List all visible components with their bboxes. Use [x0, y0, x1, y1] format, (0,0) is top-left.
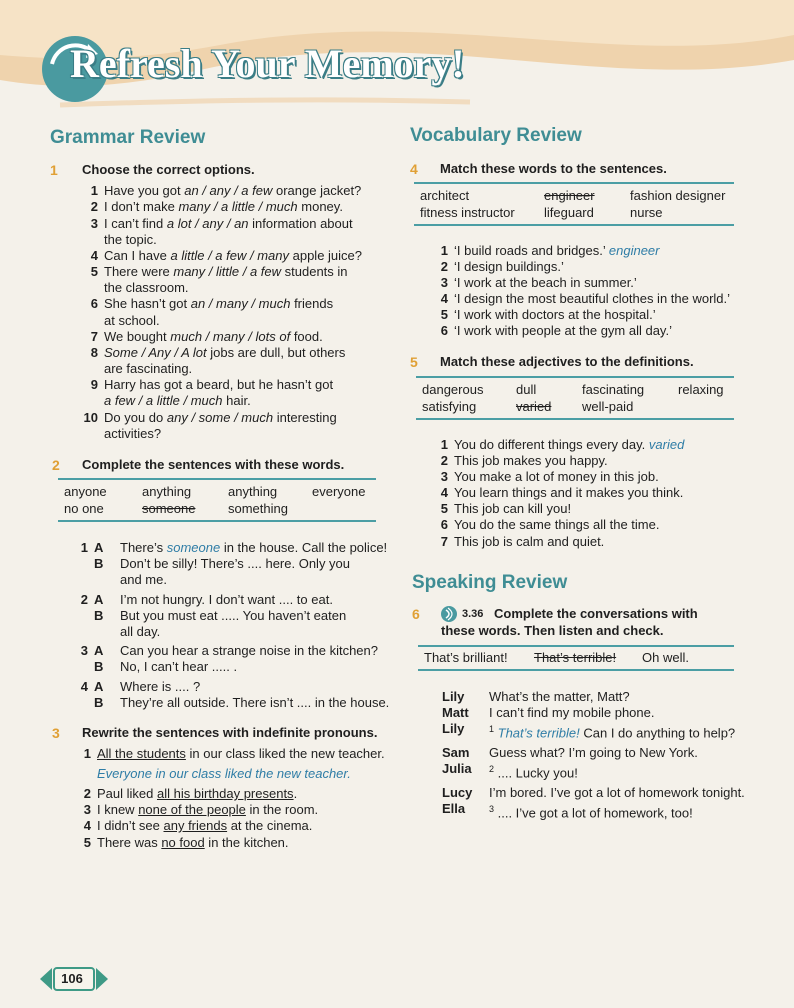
dialog-line	[489, 745, 698, 761]
item-text: friends	[290, 296, 334, 311]
word-box-item: lifeguard	[544, 205, 594, 220]
list-item	[80, 183, 361, 199]
dialog-line	[489, 689, 630, 705]
dialog-line	[74, 624, 160, 640]
word-box	[416, 376, 734, 420]
item-text: Do you do	[104, 410, 167, 425]
item-text: I can’t find	[104, 216, 167, 231]
item-text: I don’t make	[104, 199, 179, 214]
item-number: 2	[90, 199, 98, 214]
item-number: 2	[80, 592, 88, 607]
exercise-number: 4	[410, 161, 418, 177]
speaker-name: Julia	[442, 761, 472, 776]
item-text: the topic.	[104, 232, 157, 247]
word-box-item: fascinating	[582, 382, 645, 397]
dialog-text: and me.	[120, 572, 167, 587]
dialog-text: There’s	[120, 540, 167, 555]
dialog-text: No, I can’t hear ..... .	[120, 659, 238, 674]
item-options: a lot / any / an	[166, 216, 249, 231]
speaker-name: Sam	[442, 745, 470, 760]
speaker-label: A	[94, 592, 104, 607]
word-box-item: anyone	[64, 484, 107, 499]
item-number: 1	[80, 540, 88, 555]
dialog-line	[74, 643, 378, 659]
word-box-item: everyone	[312, 484, 366, 499]
word-box-item: nurse	[630, 205, 663, 220]
word-box-item: something	[228, 501, 288, 516]
item-text: There were	[104, 264, 174, 279]
word-box-item: dangerous	[422, 382, 484, 397]
item-number: 6	[440, 323, 448, 338]
list-item	[434, 323, 672, 339]
item-number: 1	[440, 437, 448, 452]
list-item	[434, 501, 571, 517]
exercise-number: 1	[50, 162, 58, 178]
list-item	[80, 264, 348, 280]
dialog-line	[74, 608, 346, 624]
item-number: 5	[83, 835, 91, 850]
item-number: 4	[83, 818, 91, 833]
speaker-name: Lily	[442, 721, 465, 736]
dialog-answer: someone	[166, 540, 221, 555]
exercise-instruction: Complete the sentences with these words.	[82, 457, 345, 472]
item-text: information about	[248, 216, 353, 231]
speaking-review-heading: Speaking Review	[412, 572, 568, 593]
list-item	[80, 345, 345, 361]
word-box-item: no one	[64, 501, 104, 516]
item-options: many / little / a few	[173, 264, 282, 279]
speaker-label: B	[94, 659, 104, 674]
item-text: She hasn’t got	[104, 296, 191, 311]
item-text: the classroom.	[104, 280, 189, 295]
underlined-phrase: all his birthday presents	[156, 786, 294, 801]
item-text: You make a lot of money in this job.	[454, 469, 659, 484]
example-answer: Everyone in our class liked the new teacher.	[97, 766, 351, 781]
list-item	[80, 216, 353, 232]
audio-icon[interactable]	[440, 605, 458, 623]
item-number: 5	[440, 501, 448, 516]
dialog-text: .... Lucky you!	[494, 765, 578, 781]
item-number: 4	[440, 485, 448, 500]
underlined-phrase: no food	[161, 835, 205, 850]
item-number: 3	[440, 275, 448, 290]
word-box-item: well-paid	[582, 399, 634, 414]
dialog-text: What’s the matter, Matt?	[489, 689, 630, 704]
list-item	[80, 377, 333, 393]
list-item	[434, 534, 604, 550]
item-number: 3	[80, 643, 88, 658]
exercise-number: 3	[52, 725, 60, 741]
item-number: 10	[83, 410, 98, 425]
speaker-label: A	[94, 679, 104, 694]
word-box-item: satisfying	[422, 399, 477, 414]
item-number: 8	[90, 345, 98, 360]
dialog-text: Where is .... ?	[120, 679, 201, 694]
item-text: I didn’t see	[97, 818, 164, 833]
list-item	[434, 243, 660, 259]
dialog-text: I’m not hungry. I don’t want .... to eat.	[120, 592, 333, 607]
gap-number: 1	[489, 724, 495, 734]
speaker-label: A	[94, 540, 104, 555]
item-options: many / a little / much	[178, 199, 298, 214]
dialog-line	[74, 556, 350, 572]
dialog-text: Can I do anything to help?	[579, 725, 736, 741]
item-text: in our class liked the new teacher.	[185, 746, 385, 761]
list-item	[77, 818, 312, 834]
item-text: This job is calm and quiet.	[454, 534, 605, 549]
dialog-line	[489, 721, 735, 741]
dialog-text: They’re all outside. There isn’t .... in the house.	[120, 695, 390, 710]
dialog-line	[74, 695, 389, 711]
speaker-label: B	[94, 608, 104, 623]
speaker-name: Matt	[442, 705, 469, 720]
word-box	[418, 645, 734, 671]
dialog-text: Guess what? I’m going to New York.	[489, 745, 698, 760]
list-item	[80, 280, 189, 296]
item-number: 1	[440, 243, 448, 258]
word-box-item: fitness instructor	[420, 205, 515, 220]
item-number: 2	[440, 259, 448, 274]
list-item	[77, 835, 289, 851]
item-text: in the room.	[245, 802, 319, 817]
item-options: much / many / lots of	[170, 329, 291, 344]
underlined-phrase: any friends	[163, 818, 228, 833]
dialog-text: Can you hear a strange noise in the kitchen?	[120, 643, 379, 658]
underlined-phrase: none of the people	[138, 802, 246, 817]
item-number: 6	[440, 517, 448, 532]
list-item	[80, 313, 160, 329]
item-text: interesting	[273, 410, 337, 425]
list-item	[80, 329, 323, 345]
item-number: 5	[90, 264, 98, 279]
dialog-line	[489, 785, 745, 801]
item-text: You learn things and it makes you think.	[454, 485, 684, 500]
item-text: You do different things every day.	[454, 437, 649, 452]
list-item	[434, 307, 656, 323]
item-text: hair.	[222, 393, 251, 408]
word-box-item: anything	[142, 484, 192, 499]
item-options: a few / a little / much	[104, 393, 223, 408]
item-text: ‘I work at the beach in summer.’	[454, 275, 637, 290]
dialog-line	[74, 540, 387, 556]
item-text: Can I have	[104, 248, 171, 263]
speaker-name: Lucy	[442, 785, 473, 800]
item-number: 1	[83, 746, 91, 761]
dialog-line	[489, 761, 578, 781]
item-number: 7	[90, 329, 98, 344]
item-text: in the kitchen.	[204, 835, 289, 850]
dialog-line	[74, 679, 200, 695]
item-text: ‘I work with doctors at the hospital.’	[454, 307, 656, 322]
exercise-instruction: Complete the conversations with	[494, 606, 698, 621]
word-box-item-crossed: someone	[142, 501, 196, 516]
word-box-item-crossed: engineer	[544, 188, 595, 203]
list-item	[434, 437, 684, 453]
exercise-instruction: Match these adjectives to the definitions.	[440, 354, 694, 369]
item-text: I knew	[97, 802, 139, 817]
dialog-line	[74, 592, 333, 608]
list-item	[80, 410, 337, 426]
list-item	[434, 275, 637, 291]
speaker-label: A	[94, 643, 104, 658]
gap-number: 2	[489, 764, 495, 774]
item-options: an / any / a few	[184, 183, 273, 198]
list-item	[434, 453, 608, 469]
exercise-number: 2	[52, 457, 60, 473]
item-number: 2	[440, 453, 448, 468]
dialog-text: all day.	[120, 624, 161, 639]
dialog-line	[489, 801, 693, 821]
item-text: Have you got	[104, 183, 185, 198]
word-box-item-crossed: varied	[516, 399, 552, 414]
item-number: 7	[440, 534, 448, 549]
audio-track-number: 3.36	[462, 608, 484, 620]
list-item	[434, 485, 683, 501]
item-text: This job makes you happy.	[454, 453, 608, 468]
list-item	[80, 248, 362, 264]
item-options: any / some / much	[166, 410, 274, 425]
exercise-number: 5	[410, 354, 418, 370]
dialog-line	[74, 659, 237, 675]
item-text: You do the same things all the time.	[454, 517, 660, 532]
exercise-instruction-cont: these words. Then listen and check.	[441, 623, 664, 638]
item-options: Some / Any / A lot	[104, 345, 207, 360]
item-options: a little / a few / many	[170, 248, 289, 263]
exercise-instruction: Rewrite the sentences with indefinite pronouns.	[82, 725, 378, 740]
item-answer: varied	[648, 437, 685, 452]
page-number: 106	[61, 971, 83, 986]
item-text: at the cinema.	[227, 818, 313, 833]
item-answer: engineer	[608, 243, 660, 258]
word-box-item: That’s brilliant!	[424, 650, 508, 665]
item-number: 4	[80, 679, 88, 694]
item-text: ‘I design buildings.’	[454, 259, 564, 274]
item-text: ‘I design the most beautiful clothes in the world.’	[454, 291, 731, 306]
list-item	[77, 802, 318, 818]
item-text: orange jacket?	[272, 183, 362, 198]
dialog-line	[489, 705, 654, 721]
item-text: Paul liked	[97, 786, 157, 801]
item-number: 6	[90, 296, 98, 311]
item-options: an / many / much	[190, 296, 291, 311]
underlined-phrase: All the students	[97, 746, 186, 761]
item-number: 3	[90, 216, 98, 231]
item-text: We bought	[104, 329, 171, 344]
list-item	[80, 296, 333, 312]
dialog-line	[74, 572, 167, 588]
speaker-name: Lily	[442, 689, 465, 704]
dialog-text: .... I’ve got a lot of homework, too!	[494, 805, 693, 821]
list-item	[434, 259, 564, 275]
exercise-instruction: Match these words to the sentences.	[440, 161, 667, 176]
speaker-label: B	[94, 695, 104, 710]
list-item	[80, 232, 157, 248]
list-item	[80, 199, 343, 215]
vocabulary-review-heading: Vocabulary Review	[410, 125, 582, 146]
word-box-item: fashion designer	[630, 188, 726, 203]
list-item	[434, 469, 659, 485]
item-text: .	[293, 786, 298, 801]
dialog-text: I can’t find my mobile phone.	[489, 705, 655, 720]
dialog-answer: That’s terrible!	[494, 725, 580, 741]
word-box-item: relaxing	[678, 382, 724, 397]
word-box-item: dull	[516, 382, 537, 397]
dialog-text: in the house. Call the police!	[220, 540, 388, 555]
speaker-label: B	[94, 556, 104, 571]
item-text: at school.	[104, 313, 160, 328]
speaker-name: Ella	[442, 801, 466, 816]
item-text: activities?	[104, 426, 162, 441]
exercise-instruction: Choose the correct options.	[82, 162, 255, 177]
list-item	[77, 786, 297, 802]
dialog-text: But you must eat ..... You haven’t eaten	[120, 608, 347, 623]
list-item	[80, 361, 192, 377]
item-number: 9	[90, 377, 98, 392]
exercise-number: 6	[412, 606, 420, 622]
gap-number: 3	[489, 804, 495, 814]
item-text: ‘I work with people at the gym all day.’	[454, 323, 672, 338]
item-text: This job can kill you!	[454, 501, 572, 516]
item-text: are fascinating.	[104, 361, 193, 376]
item-text: There was	[97, 835, 162, 850]
item-number: 4	[90, 248, 98, 263]
item-text: food.	[290, 329, 323, 344]
dialog-text: Don’t be silly! There’s .... here. Only you	[120, 556, 351, 571]
list-item	[434, 291, 730, 307]
item-number: 5	[440, 307, 448, 322]
word-box-item: anything	[228, 484, 278, 499]
list-item	[434, 517, 659, 533]
word-box	[414, 182, 734, 226]
item-text: jobs are dull, but others	[206, 345, 346, 360]
item-number: 3	[440, 469, 448, 484]
item-number: 1	[90, 183, 98, 198]
item-number: 4	[440, 291, 448, 306]
list-item	[80, 426, 161, 442]
item-number: 2	[83, 786, 91, 801]
word-box-item-crossed: That’s terrible!	[534, 650, 617, 665]
page-title: Refresh Your Memory!	[70, 41, 465, 86]
item-text: apple juice?	[289, 248, 362, 263]
item-number: 3	[83, 802, 91, 817]
word-box-item: architect	[420, 188, 470, 203]
item-text: students in	[281, 264, 348, 279]
grammar-review-heading: Grammar Review	[50, 127, 206, 148]
list-item	[77, 746, 385, 762]
dialog-text: I’m bored. I’ve got a lot of homework tonight.	[489, 785, 745, 800]
item-text: ‘I build roads and bridges.’	[454, 243, 609, 258]
list-item	[80, 393, 251, 409]
item-text: money.	[297, 199, 343, 214]
word-box	[58, 478, 376, 522]
item-text: Harry has got a beard, but he hasn’t got	[104, 377, 334, 392]
word-box-item: Oh well.	[642, 650, 689, 665]
